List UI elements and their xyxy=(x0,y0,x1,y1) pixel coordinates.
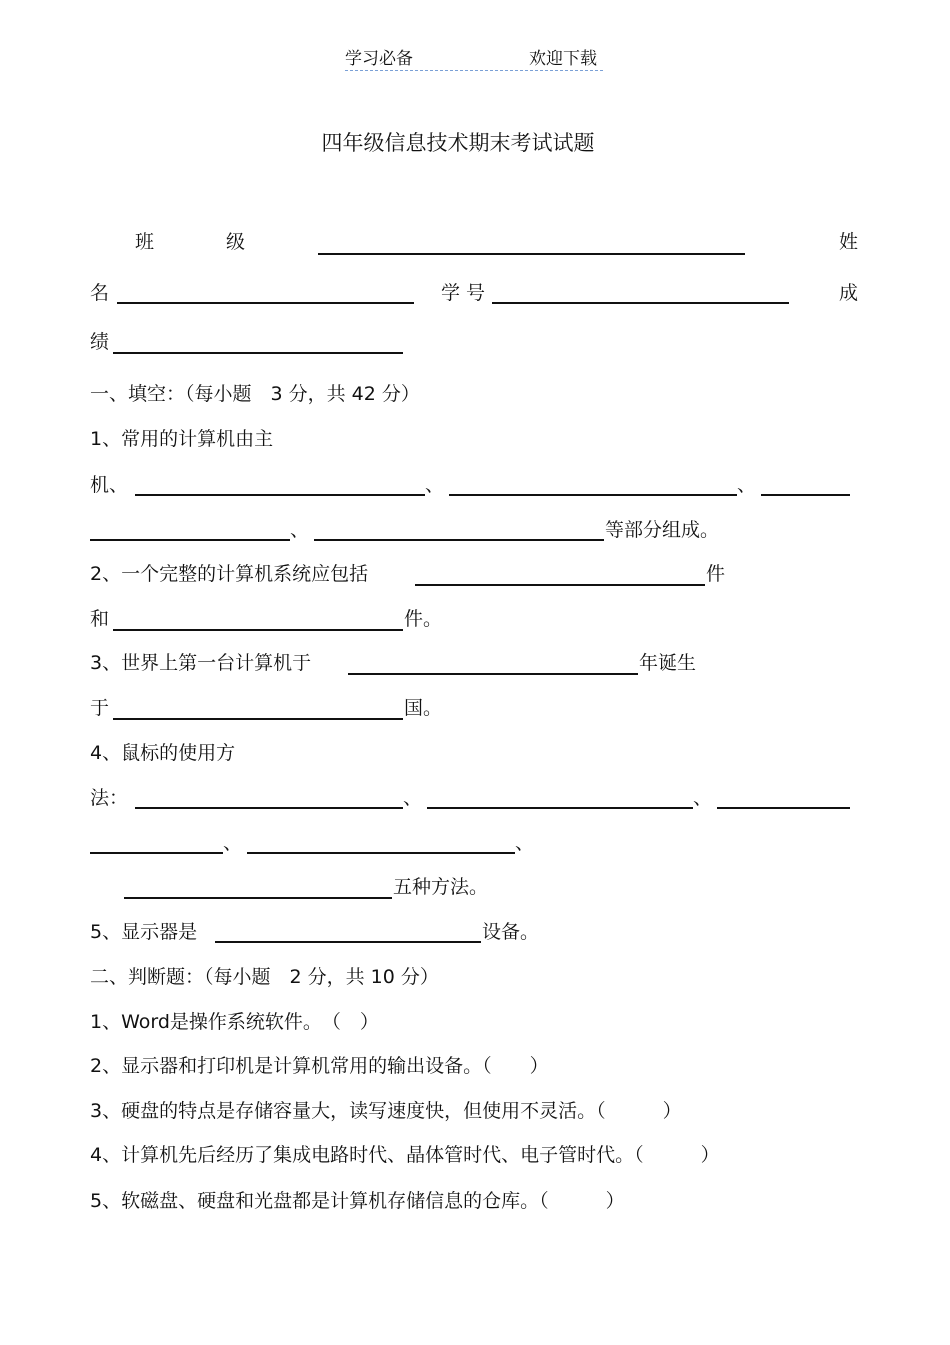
q3-text-at: 于 xyxy=(90,697,110,719)
q4-blank-3[interactable] xyxy=(717,807,850,809)
q3-text-end: 国。 xyxy=(404,697,443,719)
q1-blank-1[interactable] xyxy=(135,494,425,496)
judge-item-4: 4、计算机先后经历了集成电路时代、晶体管时代、电子管时代。（ ） xyxy=(90,1144,720,1166)
q3-text-suffix: 年诞生 xyxy=(639,652,697,674)
class-blank[interactable] xyxy=(318,253,745,255)
q4-blank-1[interactable] xyxy=(135,807,403,809)
class-label-char2: 级 xyxy=(226,231,246,253)
q1-blank-2[interactable] xyxy=(449,494,737,496)
q1-separator: 、 xyxy=(737,474,757,496)
student-number-blank[interactable] xyxy=(492,302,789,304)
header-divider xyxy=(345,70,603,71)
q4-blank-5[interactable] xyxy=(124,897,392,899)
score-blank[interactable] xyxy=(113,352,403,354)
judge-item-5: 5、软磁盘、硬盘和光盘都是计算机存储信息的仓库。（ ） xyxy=(90,1190,625,1212)
q4-text-end: 五种方法。 xyxy=(393,876,489,898)
q1-text-end: 等部分组成。 xyxy=(605,519,720,541)
student-number-label: 学 号 xyxy=(441,282,486,304)
q2-text-and: 和 xyxy=(90,608,110,630)
header-right-text: 欢迎下载 xyxy=(529,49,597,69)
judge-item-3: 3、硬盘的特点是存储容量大，读写速度快，但使用不灵活。（ ） xyxy=(90,1100,682,1122)
q1-blank-3-cont[interactable] xyxy=(90,539,290,541)
q2-blank-1[interactable] xyxy=(415,584,705,586)
q4-blank-2[interactable] xyxy=(427,807,693,809)
q1-separator: 、 xyxy=(425,474,445,496)
q3-blank-1[interactable] xyxy=(348,673,638,675)
q4-text-line2: 法： xyxy=(90,787,129,809)
q1-blank-3[interactable] xyxy=(761,494,850,496)
name-label-char1: 姓 xyxy=(839,231,859,253)
q4-separator: 、 xyxy=(403,787,423,809)
q3-blank-2[interactable] xyxy=(113,718,403,720)
q2-text: 2、一个完整的计算机系统应包括 xyxy=(90,563,369,585)
q1-separator: 、 xyxy=(290,519,310,541)
q5-text-end: 设备。 xyxy=(482,921,540,943)
q1-text-line1: 1、常用的计算机由主 xyxy=(90,428,274,450)
q1-text-line2: 机、 xyxy=(90,474,129,496)
q4-separator: 、 xyxy=(223,832,243,854)
name-blank[interactable] xyxy=(117,302,414,304)
q5-blank[interactable] xyxy=(215,941,481,943)
name-label-char2: 名 xyxy=(90,282,110,304)
q3-text: 3、世界上第一台计算机于 xyxy=(90,652,312,674)
score-label-char2: 绩 xyxy=(90,331,110,353)
q2-blank-2[interactable] xyxy=(113,629,403,631)
q4-blank-4[interactable] xyxy=(247,852,515,854)
page-title: 四年级信息技术期末考试试题 xyxy=(321,131,595,155)
section2-heading: 二、判断题：（每小题 2 分，共 10 分） xyxy=(90,966,439,988)
score-label-char1: 成 xyxy=(839,282,859,304)
q2-text-end: 件。 xyxy=(404,608,443,630)
q4-separator: 、 xyxy=(693,787,713,809)
q4-separator: 、 xyxy=(515,832,535,854)
q5-text: 5、显示器是 xyxy=(90,921,198,943)
q4-blank-3-cont[interactable] xyxy=(90,852,223,854)
q1-blank-4[interactable] xyxy=(314,539,604,541)
header-left-text: 学习必备 xyxy=(345,49,413,69)
q4-text-line1: 4、鼠标的使用方 xyxy=(90,742,236,764)
class-label-char1: 班 xyxy=(135,231,155,253)
q2-text-suffix: 件 xyxy=(706,563,726,585)
judge-item-1: 1、Word是操作系统软件。 （ ） xyxy=(90,1011,379,1033)
section1-heading: 一、填空：（每小题 3 分，共 42 分） xyxy=(90,383,420,405)
judge-item-2: 2、显示器和打印机是计算机常用的输出设备。（ ） xyxy=(90,1055,549,1077)
